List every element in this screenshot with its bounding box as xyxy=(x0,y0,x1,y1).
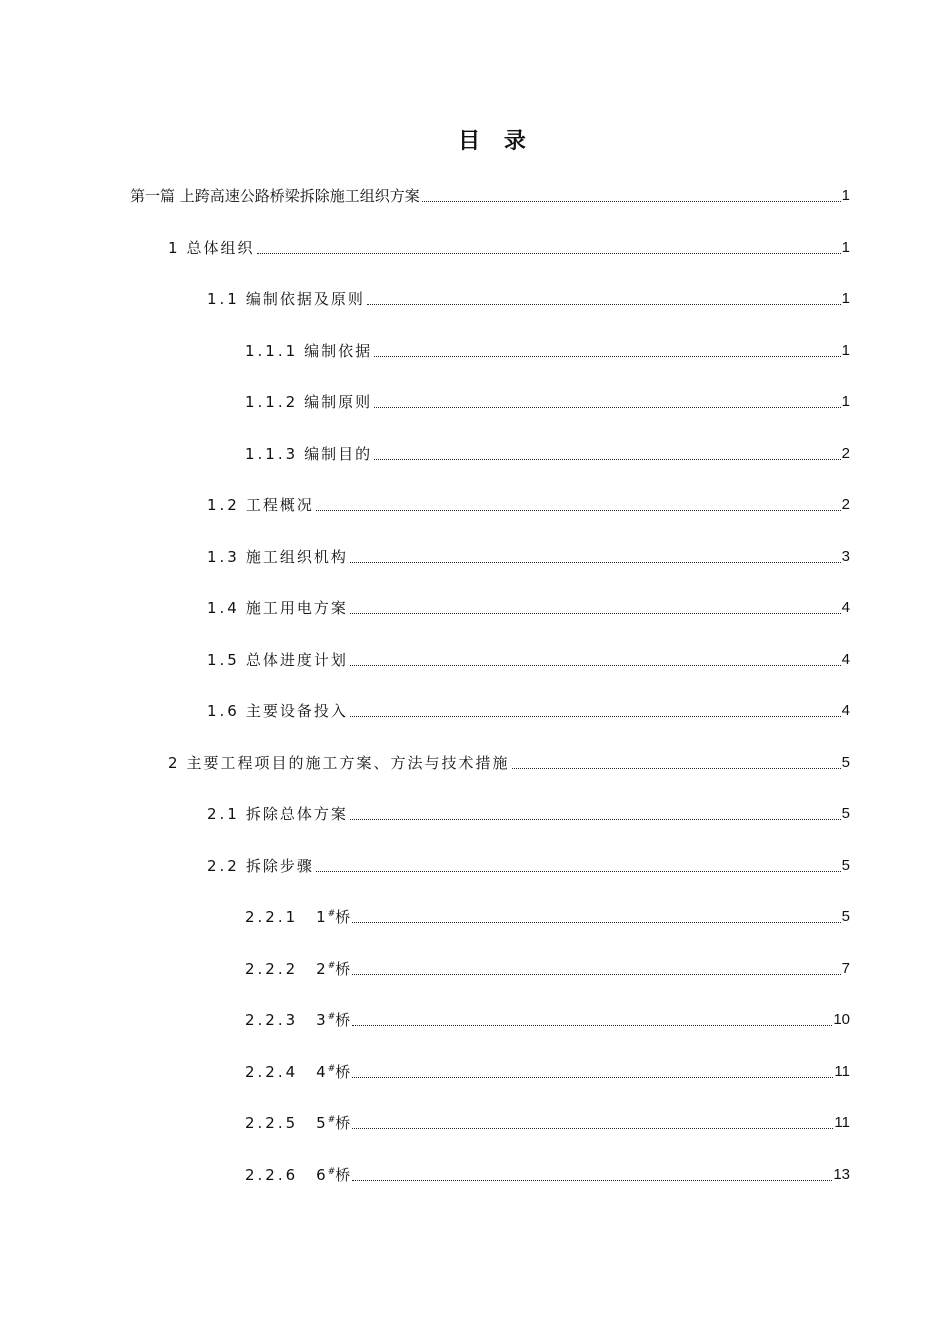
toc-entry[interactable] xyxy=(207,698,850,722)
toc-entry-suffix: 桥 xyxy=(335,1011,351,1029)
toc-entry[interactable] xyxy=(207,801,850,825)
toc-entry-text xyxy=(207,494,316,516)
toc-entry-text xyxy=(207,700,350,722)
toc-entry-label: 拆除步骤 xyxy=(245,857,314,875)
toc-dot-leader xyxy=(350,700,841,722)
toc-entry-number: 1.6 xyxy=(207,702,240,720)
toc-entry-label: 编制依据及原则 xyxy=(245,290,365,308)
toc-dot-leader xyxy=(352,1112,833,1134)
toc-dot-leader xyxy=(367,288,841,310)
toc-entry-text xyxy=(168,237,257,259)
toc-dot-leader xyxy=(352,906,840,928)
toc-entry-suffix: 桥 xyxy=(335,1063,351,1081)
toc-page-number: 1 xyxy=(841,239,850,256)
toc-entry-label: 编制原则 xyxy=(304,393,373,411)
toc-page-number: 1 xyxy=(841,393,850,410)
toc-entry-label: 2 xyxy=(316,960,328,978)
toc-entry-suffix: 桥 xyxy=(335,960,351,978)
toc-entry-text xyxy=(245,1164,352,1186)
toc-entry-text xyxy=(245,1009,352,1031)
toc-page-number: 3 xyxy=(841,548,850,565)
toc-page-number: 2 xyxy=(841,496,850,513)
toc-entry-suffix: 桥 xyxy=(335,908,351,926)
toc-entry-text xyxy=(130,185,422,207)
toc-dot-leader xyxy=(350,803,841,825)
toc-entry-label: 6 xyxy=(316,1166,328,1184)
toc-page-number: 5 xyxy=(841,857,850,874)
toc-entry-text xyxy=(207,288,367,310)
toc-page-number: 10 xyxy=(833,1011,850,1028)
toc-entry-label: 施工组织机构 xyxy=(245,548,348,566)
toc-entry[interactable] xyxy=(245,1059,850,1083)
toc-entry[interactable] xyxy=(245,956,850,980)
toc-entry-text xyxy=(207,649,350,671)
toc-page-number: 1 xyxy=(841,342,850,359)
toc-entry-label: 总体进度计划 xyxy=(245,651,348,669)
toc-entry[interactable] xyxy=(245,1110,850,1134)
toc-dot-leader xyxy=(316,494,841,516)
toc-entry-number: 2.2.6 xyxy=(245,1166,299,1184)
toc-entry-label: 主要工程项目的施工方案、方法与技术措施 xyxy=(186,754,510,772)
toc-entry-number: 1.1.3 xyxy=(245,445,299,463)
toc-entry-label: 总体组织 xyxy=(186,239,255,257)
toc-entry[interactable] xyxy=(207,853,850,877)
toc-page-number: 5 xyxy=(841,908,850,925)
toc-entry-label: 编制目的 xyxy=(304,445,373,463)
toc-entry-suffix: 桥 xyxy=(335,1166,351,1184)
toc-entry-number: 1.5 xyxy=(207,651,240,669)
toc-entry-number: 2.2.4 xyxy=(245,1063,299,1081)
toc-entry-number: 2.1 xyxy=(207,805,240,823)
toc-dot-leader xyxy=(374,443,840,465)
toc-dot-leader xyxy=(512,752,841,774)
toc-entry[interactable] xyxy=(245,904,850,928)
toc-dot-leader xyxy=(422,185,841,207)
toc-entry[interactable] xyxy=(207,647,850,671)
toc-entry[interactable] xyxy=(207,544,850,568)
bridge-number-mark: # xyxy=(327,1012,336,1022)
toc-page-number: 13 xyxy=(833,1166,850,1183)
toc-entry-label: 3 xyxy=(316,1011,328,1029)
toc-dot-leader xyxy=(316,855,841,877)
toc-dot-leader xyxy=(352,1009,832,1031)
toc-entry-number: 2.2.1 xyxy=(245,908,299,926)
bridge-number-mark: # xyxy=(327,1064,336,1074)
toc-entry[interactable] xyxy=(207,286,850,310)
toc-entry[interactable] xyxy=(207,492,850,516)
toc-entry[interactable] xyxy=(245,1162,850,1186)
toc-page-number: 2 xyxy=(841,445,850,462)
toc-page-number: 4 xyxy=(841,599,850,616)
toc-dot-leader xyxy=(352,958,840,980)
toc-entry-text xyxy=(207,803,350,825)
toc-entry-number: 2.2 xyxy=(207,857,240,875)
toc-entry-number: 1.1.1 xyxy=(245,342,299,360)
toc-dot-leader xyxy=(352,1164,832,1186)
toc-dot-leader xyxy=(350,546,841,568)
toc-entry-number: 2.2.2 xyxy=(245,960,299,978)
toc-entry-label: 5 xyxy=(316,1114,328,1132)
toc-title: 目 录 xyxy=(458,129,534,154)
toc-entry-text xyxy=(245,391,374,413)
toc-dot-leader xyxy=(257,237,841,259)
bridge-number-mark: # xyxy=(327,1167,336,1177)
toc-entry-label: 第一篇 上跨高速公路桥梁拆除施工组织方案 xyxy=(130,187,420,205)
toc-page-number: 4 xyxy=(841,702,850,719)
bridge-number-mark: # xyxy=(327,909,336,919)
toc-entry-number: 1.1.2 xyxy=(245,393,299,411)
toc-entry[interactable] xyxy=(245,389,850,413)
toc-entry-label: 1 xyxy=(316,908,328,926)
toc-entry-number: 1 xyxy=(168,239,181,257)
toc-entry-label: 主要设备投入 xyxy=(245,702,348,720)
toc-entry-text xyxy=(168,752,512,774)
toc-entry-label: 4 xyxy=(316,1063,328,1081)
toc-entry-label: 工程概况 xyxy=(245,496,314,514)
toc-entry-text xyxy=(245,340,374,362)
toc-entry-text xyxy=(245,958,352,980)
toc-entry[interactable] xyxy=(130,183,850,207)
toc-entry-text xyxy=(245,1112,352,1134)
toc-entry[interactable] xyxy=(168,750,850,774)
toc-entry-text xyxy=(245,1061,352,1083)
toc-entry-text xyxy=(245,906,352,928)
toc-entry-text xyxy=(207,855,316,877)
toc-page-number: 1 xyxy=(841,290,850,307)
toc-entry-text xyxy=(245,443,374,465)
toc-dot-leader xyxy=(352,1061,833,1083)
toc-page-number: 11 xyxy=(834,1063,850,1080)
toc-page-number: 5 xyxy=(841,754,850,771)
toc-page-number: 7 xyxy=(841,960,850,977)
toc-entry-text xyxy=(207,546,350,568)
toc-entry-label: 拆除总体方案 xyxy=(245,805,348,823)
toc-page-number: 1 xyxy=(841,187,850,204)
toc-entry[interactable] xyxy=(207,595,850,619)
toc-entry[interactable] xyxy=(245,338,850,362)
toc-entry[interactable] xyxy=(245,1007,850,1031)
toc-entry-text xyxy=(207,597,350,619)
bridge-number-mark: # xyxy=(327,1115,336,1125)
toc-page-number: 4 xyxy=(841,651,850,668)
toc-dot-leader xyxy=(350,597,841,619)
toc-dot-leader xyxy=(350,649,841,671)
toc-entry-label: 编制依据 xyxy=(304,342,373,360)
toc-page-number: 5 xyxy=(841,805,850,822)
toc-entry-label: 施工用电方案 xyxy=(245,599,348,617)
toc-page-number: 11 xyxy=(834,1114,850,1131)
toc-entry-number: 1.4 xyxy=(207,599,240,617)
toc-entry-number: 2.2.3 xyxy=(245,1011,299,1029)
toc-entry[interactable] xyxy=(168,235,850,259)
toc-entry-number: 1.3 xyxy=(207,548,240,566)
toc-dot-leader xyxy=(374,340,840,362)
toc-dot-leader xyxy=(374,391,840,413)
toc-entry-number: 2 xyxy=(168,754,181,772)
toc-entry[interactable] xyxy=(245,441,850,465)
toc-entry-number: 1.2 xyxy=(207,496,240,514)
toc-entry-number: 2.2.5 xyxy=(245,1114,299,1132)
toc-entry-suffix: 桥 xyxy=(335,1114,351,1132)
toc-entry-number: 1.1 xyxy=(207,290,240,308)
bridge-number-mark: # xyxy=(327,961,336,971)
